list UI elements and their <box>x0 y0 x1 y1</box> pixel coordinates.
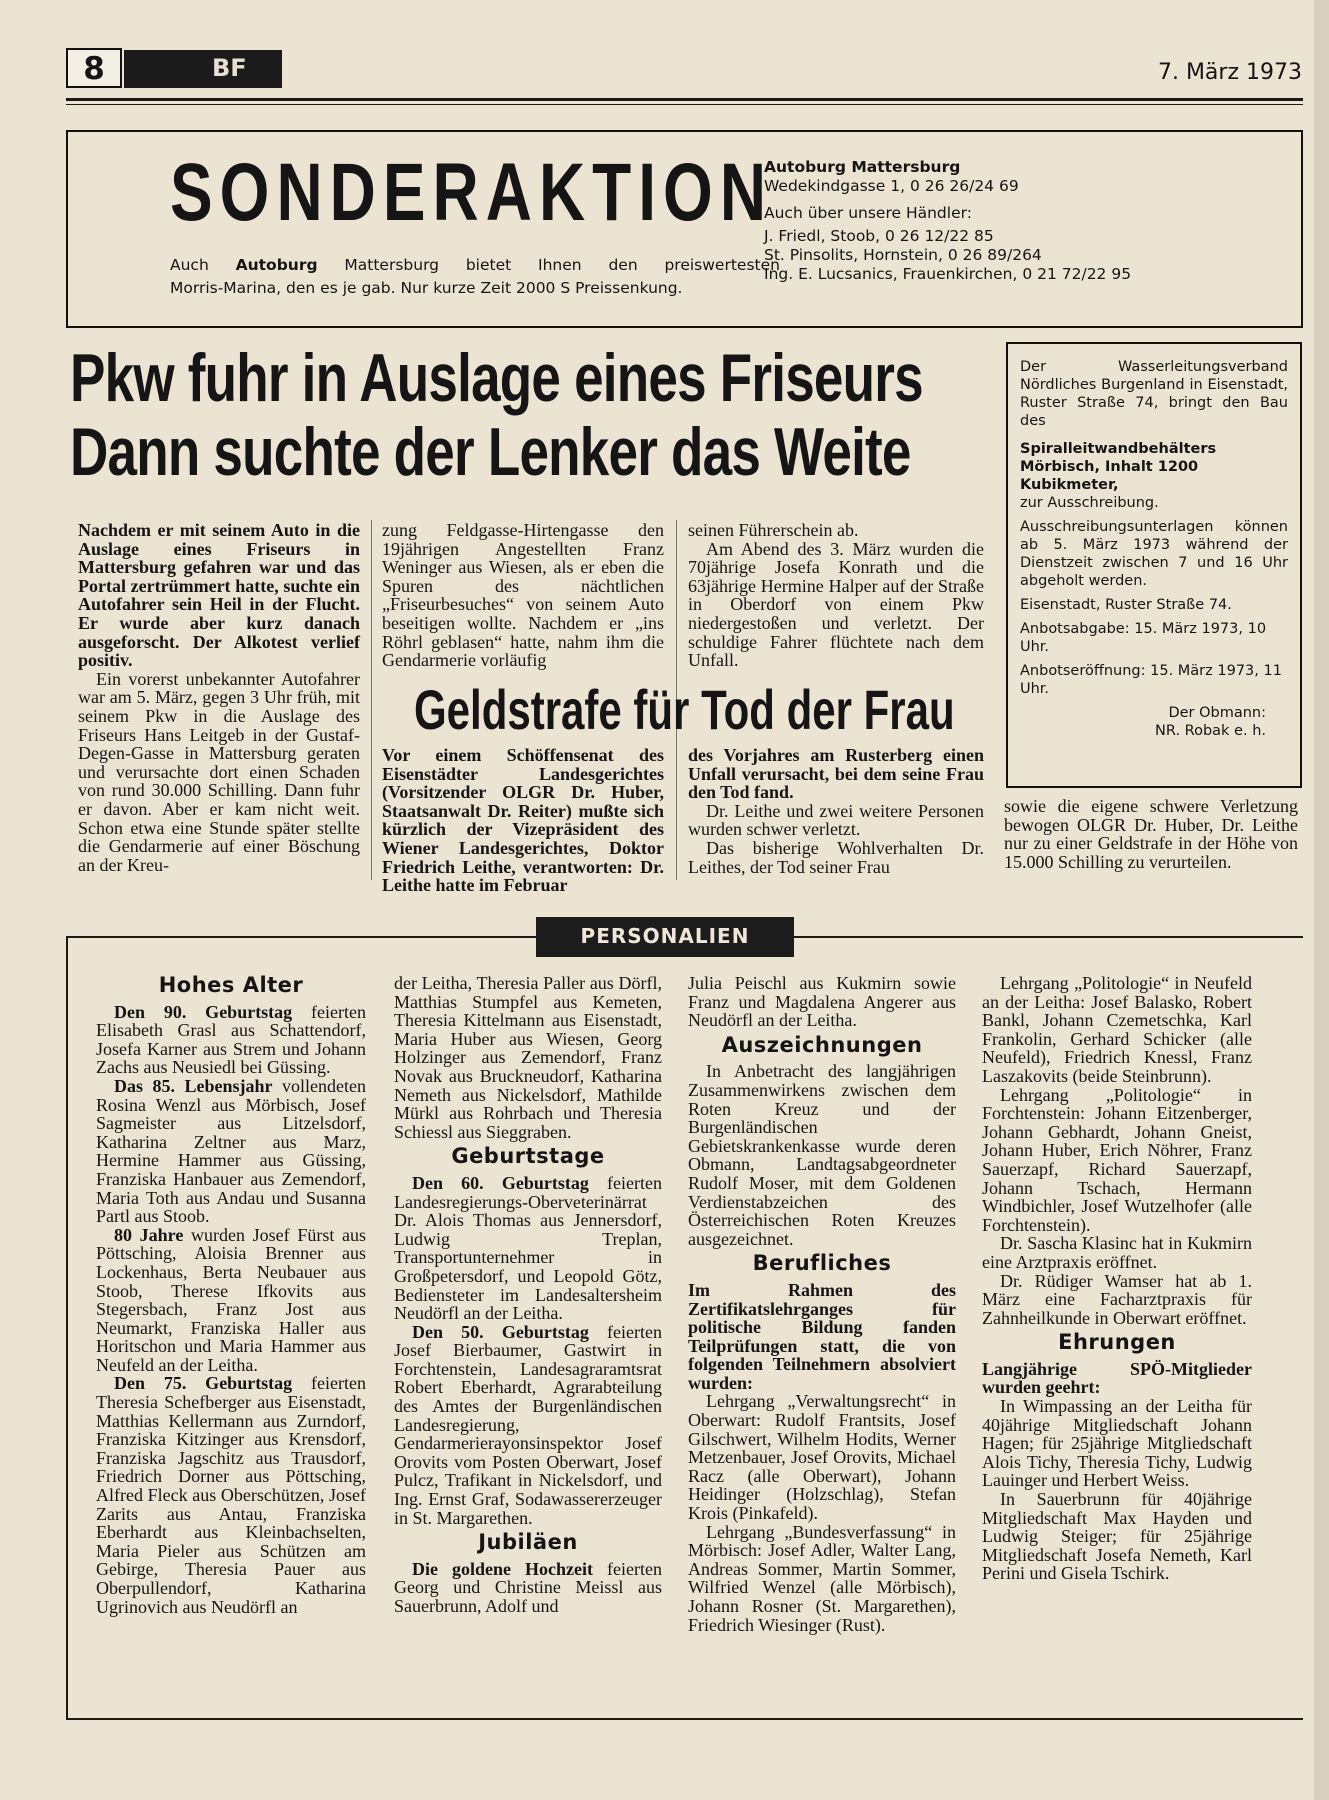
personalien-frame-bottom <box>66 1718 1303 1720</box>
personalien-col1 <box>96 970 366 1616</box>
ad-headline: SONDERAKTION <box>170 147 774 238</box>
personalien-banner <box>536 917 794 957</box>
ad-text-brand: Autoburg <box>235 256 318 274</box>
col4-p1: Lehrgang „Politologie“ in Neufeld an der Leitha: Josef Balasko, Robert Bankl, Johann Czemetschka, Karl Frankolin, Gerhard Schicker (alle Neufeld), Friedrich Knessl, Franz Laszakovits (beide Steinbrunn). <box>982 973 1252 1086</box>
ad-text <box>170 256 780 298</box>
article1-col3 <box>688 521 984 670</box>
article1-col1-body: Ein vorerst unbekannter Autofahrer war am 5. März, gegen 3 Uhr früh, mit seinem Pkw in die Auslage des Friseurs Hans Leitgeb in der Gustaf-Degen-Gasse in Mattersburg geraten und verursachte dort einen Schaden von rund 30.000 Schilling. Dann fuhr er davon. Aber er kam nicht weit. Schon etwa eine Stunde später stellte die Gendarmerie auf einer Böschung an der Kreu- <box>78 668 360 875</box>
auszeichnungen-heading: Auszeichnungen <box>721 1032 923 1057</box>
ad-company: Autoburg Mattersburg <box>764 158 961 176</box>
gb-p2-bold: Den 50. Geburtstag <box>412 1321 589 1342</box>
jb-p1: feierten Georg und Christine Meissl aus Sauerbrunn, Adolf und <box>394 1558 663 1616</box>
personalien-frame-left <box>66 936 68 1720</box>
notice-project: Spiralleitwandbehälters Mörbisch, Inhalt 1200 Kubikmeter, <box>1020 441 1217 493</box>
article2-col3-text: sowie die eigene schwere Verletzung bewogen OLGR Dr. Huber, Dr. Leithe nur zu einer Geldstrafe in der Höhe von 15.000 Schilling zu verurteilen. <box>1004 796 1298 872</box>
eh-p1: In Wimpassing an der Leitha für 40jährige Mitgliedschaft Johann Hagen; für 25jährige Mitgliedschaft Alois Tichy, Theresia Tichy, Ludwig Lauinger und Herbert Weiss. <box>982 1396 1252 1491</box>
article1-headline-line1: Pkw fuhr in Auslage eines Friseurs <box>70 340 923 416</box>
ad-contact <box>764 158 1184 284</box>
header-rule-thin <box>66 104 1303 105</box>
ad-dealers-intro: Auch über unsere Händler: <box>764 204 972 222</box>
col4-p3: Dr. Sascha Klasinc hat in Kukmirn eine Arztpraxis eröffnet. <box>982 1233 1252 1272</box>
eh-p2: In Sauerbrunn für 40jährige Mitgliedschaft Max Hayden und Ludwig Steiger; für 25jährige Mitgliedschaft Josefa Nemeth, Karl Perini und Gisela Tschirk. <box>982 1489 1252 1584</box>
notice-opening: Anbotseröffnung: 15. März 1973, 11 Uhr. <box>1020 663 1282 697</box>
page-date: 7. März 1973 <box>1157 60 1302 85</box>
article1-headline-line2: Dann suchte der Lenker das Weite <box>70 414 911 490</box>
article2-headline: Geldstrafe für Tod der Frau <box>414 678 955 741</box>
jb-p1-bold: Die goldene Hochzeit <box>412 1558 594 1579</box>
ad-text-line2: Morris-Marina, den es je gab. Nur kurze Zeit 2000 S Preissenkung. <box>170 279 683 297</box>
article1-col3-p1: seinen Führerschein ab. <box>688 520 859 540</box>
article2-col2-p2: Das bisherige Wohlverhalten Dr. Leithes, der Tod seiner Frau <box>688 837 984 877</box>
jubilaeen-heading: Jubiläen <box>478 1530 578 1555</box>
col2-p1: der Leitha, Theresia Paller aus Dörfl, Matthias Stumpfel aus Kemeten, Theresia Kittelmann aus Eisenstadt, Maria Huber aus Wiesen, Georg Holzinger aus Zemendorf, Franz Novak aus Bruckneudorf, Katharina Nemeth aus Nickelsdorf, Mathilde Mürkl aus Rohrbach und Theresia Schiessl aus Sieggraben. <box>394 973 662 1142</box>
berufliches-heading: Berufliches <box>752 1251 892 1276</box>
bf-p2: Lehrgang „Bundesverfassung“ in Mörbisch: Josef Adler, Walter Lang, Andreas Sommer, Martin Sommer, Wilfried Wenzel (alle Mörbisch), Johann Rosner (St. Margarethen), Friedrich Wiesinger (Rust). <box>688 1521 956 1635</box>
bf-lead: Im Rahmen des Zertifikatslehrganges für politische Bildung fanden Teilprüfungen statt, die von folgenden Teilnehmern absolviert wurden: <box>688 1279 956 1393</box>
bf-p1: Lehrgang „Verwaltungsrecht“ in Oberwart: Rudolf Frantsits, Josef Gilschwert, Wilhelm Hodits, Werner Metzenbauer, Josef Orovits, Michael Racz (alle Oberwart), Johann Heidinger (Holzschlag), Stefan Krois (Pinkafeld). <box>688 1391 956 1524</box>
header-rule <box>66 98 1303 101</box>
notice-tender: zur Ausschreibung. <box>1020 495 1159 511</box>
col-rule <box>371 520 372 880</box>
article2-col2-lead: des Vorjahres am Rusterberg einen Unfall verursacht, bei dem seine Frau den Tod fand. <box>688 745 984 803</box>
ha-p1: feierten Elisabeth Grasl aus Schattendorf, Josefa Karner aus Strem und Johann Zachs aus Neusiedl bei Güssing. <box>96 1001 366 1078</box>
page-edge-shadow <box>1314 0 1329 1800</box>
ad-dealer: J. Friedl, Stoob, 0 26 12/22 85 <box>764 227 994 245</box>
article1-lead: Nachdem er mit seinem Auto in die Auslage eines Friseurs in Mattersburg gefahren war und das Portal zertrümmert hatte, suchte ein Autofahrer sein Heil in der Flucht. Er wurde aber kurz danach ausgeforscht. Der Alkotest verlief positiv. <box>78 520 360 671</box>
article2-col1 <box>382 746 664 895</box>
ha-p4-bold: Den 75. Geburtstag <box>114 1373 293 1394</box>
notice-signature-name: NR. Robak e. h. <box>1155 723 1266 739</box>
ad-box <box>66 130 1303 328</box>
geburtstage-heading: Geburtstage <box>451 1144 605 1169</box>
notice-address: Eisenstadt, Ruster Straße 74. <box>1020 597 1232 613</box>
article2-col2 <box>688 746 984 876</box>
article2-col3 <box>1004 797 1298 871</box>
ha-p4: feierten Theresia Schefberger aus Eisenstadt, Matthias Kellermann aus Zurndorf, Franziska Kitzinger aus Krensdorf, Franziska Jagschitz aus Trausdorf, Friedrich Dorner aus Pöttsching, Alfred Fleck aus Oberschützen, Josef Zarits aus Antau, Franziska Eberhardt aus Kleinbachselten, Maria Pieler aus Schützen am Gebirge, Theresia Pauer aus Oberpullendorf, Katharina Ugrinovich aus Neudörfl an <box>96 1373 366 1617</box>
page-number: 8 <box>83 51 105 87</box>
notice-deadline: Anbotsabgabe: 15. März 1973, 10 Uhr. <box>1020 621 1267 655</box>
personalien-col3 <box>688 974 956 1634</box>
gb-p1: feierten Landesregierungs-Oberveterinärrat Dr. Alois Thomas aus Jennersdorf, Ludwig Treplan, Transportunternehmer in Großpetersdorf, und Leopold Götz, Bediensteter im Landesaltersheim Neudörfl an der Leitha. <box>394 1172 663 1324</box>
eh-lead: Langjährige SPÖ-Mitglieder wurden geehrt: <box>982 1358 1252 1398</box>
ha-p1-bold: Den 90. Geburtstag <box>114 1001 293 1022</box>
ad-dealer: St. Pinsolits, Hornstein, 0 26 89/264 <box>764 246 1042 264</box>
col4-p2: Lehrgang „Politologie“ in Forchtenstein: Johann Eitzenberger, Johann Gebhardt, Johann Gneist, Johann Huber, Erich Nöhrer, Franz Sauerzapf, Richard Sauerzapf, Johann Tschach, Hermann Windbichler, Josef Wutzelhofer (alle Forchtenstein). <box>982 1084 1252 1235</box>
gb-p1-bold: Den 60. Geburtstag <box>412 1172 589 1193</box>
ehrungen-heading: Ehrungen <box>1058 1330 1176 1355</box>
ha-p2-bold: Das 85. Lebensjahr <box>114 1075 273 1096</box>
article2-col2-p1: Dr. Leithe und zwei weitere Personen wurden schwer verletzt. <box>688 800 984 840</box>
hohes-alter-heading: Hohes Alter <box>158 973 304 997</box>
ha-p2: vollendeten Rosina Wenzl aus Mörbisch, Josef Sagmeister aus Litzelsdorf, Katharina Zeltner aus Marz, Hermine Hammer aus Güssing, Franziska Hanbauer aus Zemendorf, Maria Toth aus Andau und Susanna Partl aus Stoob. <box>96 1075 366 1227</box>
personalien-banner-text: PERSONALIEN <box>580 924 750 948</box>
ad-dealer: Ing. E. Lucsanics, Frauenkirchen, 0 21 72/22 95 <box>764 265 1132 283</box>
ad-text-prefix: Auch <box>170 256 209 274</box>
col3-p1: Julia Peischl aus Kukmirn sowie Franz und Magdalena Angerer aus Neudörfl an der Leitha. <box>688 973 956 1031</box>
az-p1: In Anbetracht des langjährigen Zusammenwirkens zwischen dem Roten Kreuz und der Burgenländischen Gebietskrankenkasse wurde deren Obmann, Landtagsabgeordneter Rudolf Moser, mit dem Goldenen Verdienstabzeichen des Österreichischen Roten Kreuzes ausgezeichnet. <box>688 1061 956 1249</box>
article1-col3-p2: Am Abend des 3. März wurden die 70jährige Josefa Konrath und die 63jährige Hermine Halper auf der Straße in Oberdorf von einem Pkw niedergestoßen und verletzt. Der schuldige Fahrer flüchtete nach dem Unfall. <box>688 538 984 671</box>
section-label: BF <box>212 54 247 82</box>
ad-text-rest: Mattersburg bietet Ihnen den preiswertesten <box>344 256 780 274</box>
notice-documents: Ausschreibungsunterlagen können ab 5. März 1973 während der Dienstzeit zwischen 7 und 16 Uhr abgeholt werden. <box>1020 519 1288 589</box>
section-label-box <box>124 50 282 88</box>
article1-col2-text: zung Feldgasse-Hirtengasse den 19jährigen Angestellten Franz Weninger aus Wiesen, als er eben die Spuren des nächtlichen „Friseurbesuches“ von seinem Auto beseitigen wollte. Nachdem er „ins Röhrl geblasen“ hatte, nahm ihm die Gendarmerie vorläufig <box>382 520 664 671</box>
tender-notice-box <box>1006 342 1302 788</box>
page-number-box <box>66 48 122 88</box>
col4-p4: Dr. Rüdiger Wamser hat ab 1. März eine Facharztpraxis für Zahnheilkunde in Oberwart eröffnet. <box>982 1270 1252 1328</box>
article2-col1-lead: Vor einem Schöffensenat des Eisenstädter Landesgerichtes (Vorsitzender OLGR Dr. Huber, Staatsanwalt Dr. Reiter) mußte sich kürzlich der Vizepräsident des Wiener Landesgerichtes, Doktor Friedrich Leithe, verantworten: Dr. Leithe hatte im Februar <box>382 745 664 896</box>
ad-address: Wedekindgasse 1, 0 26 26/24 69 <box>764 177 1019 195</box>
notice-signature-title: Der Obmann: <box>1168 705 1266 721</box>
article1-col2 <box>382 521 664 670</box>
ha-p3: wurden Josef Fürst aus Pöttsching, Aloisia Brenner aus Lockenhaus, Berta Neubauer aus Stoob, Therese Ifkovits aus Stegersbach, Franz Jost aus Neumarkt, Franziska Haller aus Horitschon und Maria Hammer aus Neufeld an der Leitha. <box>96 1224 367 1375</box>
ha-p3-bold: 80 Jahre <box>114 1224 184 1245</box>
personalien-col2 <box>394 974 662 1616</box>
gb-p2: feierten Josef Bierbaumer, Gastwirt in Forchtenstein, Landesagraramtsrat Robert Eberhardt, Agrarabteilung des Amtes der Burgenländischen Landesregierung, Gendarmerierayonsinspektor Josef Orovits vom Posten Oberwart, Josef Pulcz, Trafikant in Nickelsdorf, und Ing. Ernst Graf, Sodawassererzeuger in St. Margarethen. <box>394 1321 663 1528</box>
notice-intro: Der Wasserleitungsverband Nördliches Burgenland in Eisenstadt, Ruster Straße 74, bringt den Bau des <box>1020 359 1288 429</box>
article1-col1 <box>78 521 360 874</box>
personalien-col4 <box>982 974 1252 1583</box>
